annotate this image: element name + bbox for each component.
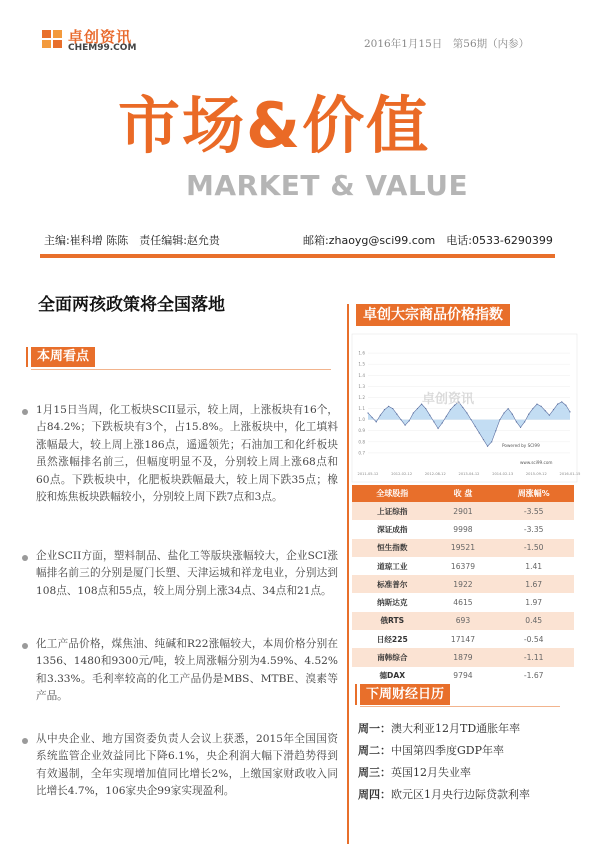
data-point xyxy=(462,407,463,408)
calendar-item xyxy=(358,764,471,780)
table-row xyxy=(352,539,574,557)
highlight-paragraph: 从中央企业、地方国资委负责人会议上获悉，2015年全国国资系统监管企业效益同比下降6.1%，央企利润大幅下滑趋势得到有效遏制，全年实现增加值同比增长2%，上缴国家财政收入同比增长4.7%，106家央企99家实现盈利。 xyxy=(36,733,338,798)
x-tick-label: 2012-08-12 xyxy=(424,472,446,476)
data-point xyxy=(541,406,542,407)
data-point xyxy=(437,428,438,429)
data-point xyxy=(569,411,570,412)
chart-watermark: 卓创资讯 xyxy=(422,392,475,407)
close-value: 1879 xyxy=(433,648,494,666)
x-tick-label: 2015-09-12 xyxy=(525,472,547,476)
index-name: 恒生指数 xyxy=(352,539,433,557)
section-accent-bar xyxy=(26,347,28,367)
data-point xyxy=(520,427,521,428)
table-row xyxy=(352,593,574,611)
y-tick-label: 0.7 xyxy=(358,450,365,456)
data-point xyxy=(409,420,410,421)
calendar-day: 周三： xyxy=(358,766,391,779)
data-point xyxy=(376,421,377,422)
data-point xyxy=(442,422,443,423)
section-divider xyxy=(360,706,560,707)
table-header-row xyxy=(352,485,574,502)
weekly-change: -1.11 xyxy=(493,648,574,666)
data-point xyxy=(466,412,467,413)
y-tick-label: 1.6 xyxy=(358,350,365,356)
data-point xyxy=(499,419,500,420)
chart-source-url: www.sci99.com xyxy=(520,460,553,465)
week-highlights-heading: 本周看点 xyxy=(31,347,95,367)
data-point xyxy=(557,404,558,405)
section-divider xyxy=(31,369,331,370)
price-index-chart xyxy=(352,334,581,482)
column-header: 全球股指 xyxy=(352,485,433,502)
close-value: 1922 xyxy=(433,575,494,593)
table-row xyxy=(352,667,574,685)
data-point xyxy=(483,439,484,440)
index-name: 标准普尔 xyxy=(352,575,433,593)
section-accent-bar xyxy=(355,684,357,705)
table-row xyxy=(352,648,574,666)
data-point xyxy=(565,405,566,406)
data-point xyxy=(417,408,418,409)
close-value: 17147 xyxy=(433,630,494,648)
logo-text: 卓创资讯 xyxy=(68,28,133,46)
weekly-change: -1.50 xyxy=(493,539,574,557)
data-point xyxy=(491,441,492,442)
data-point xyxy=(549,415,550,416)
calendar-day: 周四： xyxy=(358,788,391,801)
y-tick-label: 0.9 xyxy=(358,428,365,434)
calendar-event: 欧元区1月央行边际贷款利率 xyxy=(391,788,530,801)
y-tick-label: 1.1 xyxy=(358,406,365,412)
calendar-day: 周一： xyxy=(358,722,391,735)
data-point xyxy=(380,415,381,416)
calendar-item xyxy=(358,786,530,802)
weekly-change: 1.97 xyxy=(493,593,574,611)
close-value: 4615 xyxy=(433,593,494,611)
data-point xyxy=(470,419,471,420)
data-point xyxy=(528,413,529,414)
data-point xyxy=(532,408,533,409)
issue-info: 2016年1月15日 第56期（内参） xyxy=(364,38,530,50)
close-value: 9794 xyxy=(433,667,494,685)
masthead-subtitle: MARKET & VALUE xyxy=(186,169,469,202)
index-name: 纳斯达克 xyxy=(352,593,433,611)
data-point xyxy=(400,419,401,420)
weekly-change: 1.41 xyxy=(493,557,574,575)
data-point xyxy=(479,432,480,433)
data-point xyxy=(405,425,406,426)
table-row xyxy=(352,612,574,630)
close-value: 693 xyxy=(433,612,494,630)
bullet-icon xyxy=(22,555,28,561)
data-point xyxy=(413,412,414,413)
data-point xyxy=(388,406,389,407)
table-row xyxy=(352,630,574,648)
weekly-change: 0.45 xyxy=(493,612,574,630)
y-tick-label: 1.5 xyxy=(358,361,365,367)
data-point xyxy=(545,410,546,411)
index-name: 上证综指 xyxy=(352,502,433,520)
weekly-change: -3.35 xyxy=(493,520,574,538)
data-point xyxy=(367,412,368,413)
close-value: 9998 xyxy=(433,520,494,538)
close-value: 16379 xyxy=(433,557,494,575)
data-point xyxy=(503,412,504,413)
index-name: 德DAX xyxy=(352,667,433,685)
index-name: 南韩综合 xyxy=(352,648,433,666)
data-point xyxy=(508,408,509,409)
table-row xyxy=(352,502,574,520)
x-tick-label: 2016-01-15 xyxy=(559,472,581,476)
data-point xyxy=(396,413,397,414)
calendar-event: 澳大利亚12月TD通胀年率 xyxy=(391,722,521,735)
column-header: 收 盘 xyxy=(433,485,494,502)
index-name: 道琼工业 xyxy=(352,557,433,575)
y-tick-label: 0.8 xyxy=(358,439,365,445)
x-tick-label: 2011-05-12 xyxy=(357,472,379,476)
data-point xyxy=(429,415,430,416)
data-point xyxy=(425,408,426,409)
x-tick-label: 2013-04-12 xyxy=(458,472,480,476)
weekly-change: 1.67 xyxy=(493,575,574,593)
bullet-icon xyxy=(22,738,28,744)
calendar-item xyxy=(358,720,520,736)
data-point xyxy=(516,421,517,422)
data-point xyxy=(433,421,434,422)
column-header: 周涨幅% xyxy=(493,485,574,502)
data-point xyxy=(475,426,476,427)
weekly-change: -1.67 xyxy=(493,667,574,685)
contact-line: 邮箱:zhaoyg@sci99.com 电话:0533-6290399 xyxy=(303,234,553,247)
data-point xyxy=(495,430,496,431)
data-point xyxy=(512,413,513,414)
index-name: 俄RTS xyxy=(352,612,433,630)
index-name: 日经225 xyxy=(352,630,433,648)
calendar-event: 英国12月失业率 xyxy=(391,766,471,779)
highlight-paragraph: 1月15日当周，化工板块SCII显示，较上周，上涨板块有16个，占84.2%；下跌板块有3个，占15.8%。上涨板块中，化工填料涨幅最大，较上周上涨186点，遥遥领先；石油加工和化纤板块虽然涨幅排名前三，但幅度明显不及，分别较上周上涨68点和60点。下跌板块中，化肥板块跌幅最大，较上周下跌35点；橡胶和炼焦板块跌幅较小，分别较上周下跌7点和3点。 xyxy=(36,404,338,504)
data-point xyxy=(487,446,488,447)
close-value: 19521 xyxy=(433,539,494,557)
close-value: 2901 xyxy=(433,502,494,520)
y-tick-label: 1.3 xyxy=(358,383,365,389)
editors-line: 主编:崔科增 陈陈 责任编辑:赵允贵 xyxy=(44,234,220,247)
calendar-event: 中国第四季度GDP年率 xyxy=(391,744,505,757)
y-tick-label: 1.4 xyxy=(358,372,365,378)
highlight-paragraph: 化工产品价格，煤焦油、纯碱和R22涨幅较大，本周价格分别在1356、1480和9300元/吨，较上周涨幅分别为4.59%、4.52%和3.33%。毛利率较高的化工产品仍是MBS、MTBE、溴素等产品。 xyxy=(36,638,338,703)
header-divider xyxy=(40,254,555,258)
table-row xyxy=(352,575,574,593)
chart-source-note: Powered by SCI99 xyxy=(502,443,540,448)
data-point xyxy=(524,421,525,422)
weekly-change: -0.54 xyxy=(493,630,574,648)
table-row xyxy=(352,520,574,538)
headline: 全面两孩政策将全国落地 xyxy=(38,295,225,315)
calendar-item xyxy=(358,742,504,758)
calendar-heading: 下周财经日历 xyxy=(360,684,450,705)
logo-icon xyxy=(42,30,64,48)
data-point xyxy=(384,409,385,410)
calendar-day: 周二： xyxy=(358,744,391,757)
data-point xyxy=(450,409,451,410)
bullet-icon xyxy=(22,409,28,415)
index-name: 深证成指 xyxy=(352,520,433,538)
price-index-heading: 卓创大宗商品价格指数 xyxy=(356,304,510,326)
weekly-change: -3.55 xyxy=(493,502,574,520)
x-tick-label: 2012-02-12 xyxy=(391,472,413,476)
data-point xyxy=(372,417,373,418)
data-point xyxy=(392,408,393,409)
sidebar-accent-bar xyxy=(347,304,349,844)
global-index-table xyxy=(352,485,574,685)
data-point xyxy=(561,401,562,402)
masthead-title: 市场&价值 xyxy=(118,89,431,162)
table-row xyxy=(352,557,574,575)
data-point xyxy=(446,416,447,417)
data-point xyxy=(553,409,554,410)
bullet-icon xyxy=(22,643,28,649)
y-tick-label: 1.0 xyxy=(358,417,365,423)
logo-domain: CHEM99.COM xyxy=(68,43,137,53)
highlight-paragraph: 企业SCII方面，塑料制品、盐化工等版块涨幅较大，企业SCI涨幅排名前三的分别是厦门长塑、天津运城和祥龙电业，分别达到108点、108点和55点，较上周分别上涨34点、34点和21点。 xyxy=(36,550,338,597)
y-tick-label: 1.2 xyxy=(358,394,365,400)
data-point xyxy=(536,404,537,405)
x-tick-label: 2014-02-13 xyxy=(492,472,514,476)
